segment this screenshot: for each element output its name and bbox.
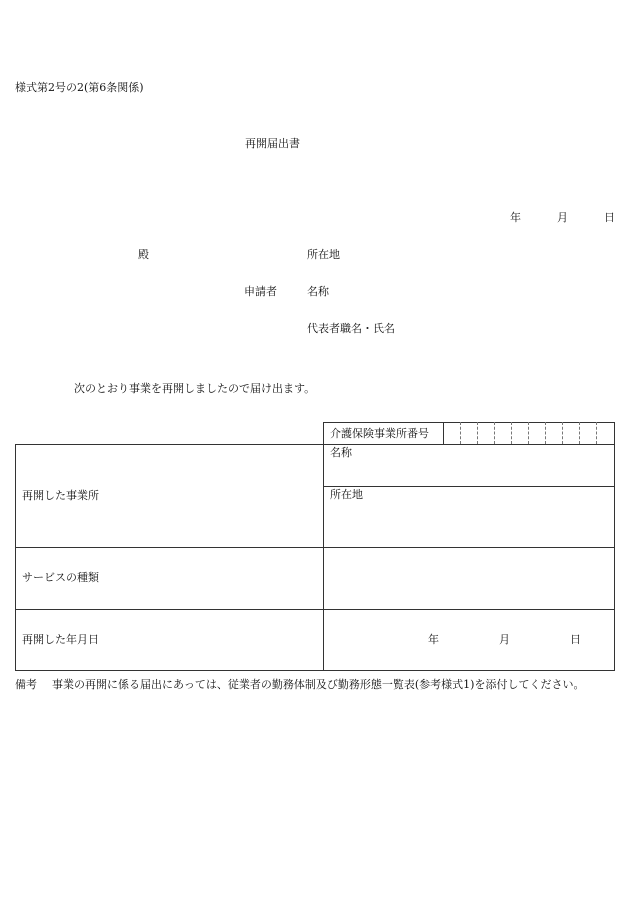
note-label: 備考 [15,678,37,691]
page-title: 再開届出書 [245,137,300,150]
form-number: 様式第2号の2(第6条関係) [15,81,144,94]
service-type-label: サービスの種類 [22,571,99,584]
reopened-office-label: 再開した事業所 [22,489,99,502]
date-month-label: 月 [557,211,568,224]
date-day-label: 日 [604,211,615,224]
addressee-suffix: 殿 [138,248,149,261]
office-location-label: 所在地 [330,488,363,501]
applicant-name-label: 名称 [307,285,329,298]
reopen-date-month: 月 [499,633,510,646]
reopen-date-label: 再開した年月日 [22,633,99,646]
applicant-representative-label: 代表者職名・氏名 [307,322,395,335]
intro-text: 次のとおり事業を再開しましたので届け出ます。 [74,382,316,395]
note-text: 事業の再開に係る届出にあっては、従業者の勤務体制及び勤務形態一覧表(参考様式1)を添付してください。 [52,678,585,691]
date-year-label: 年 [510,211,521,224]
reopen-date-day: 日 [570,633,581,646]
reopen-date-year: 年 [428,633,439,646]
office-name-label: 名称 [330,446,352,459]
applicant-location-label: 所在地 [307,248,340,261]
insurance-number-label: 介護保険事業所番号 [330,427,429,440]
applicant-label: 申請者 [244,285,277,298]
